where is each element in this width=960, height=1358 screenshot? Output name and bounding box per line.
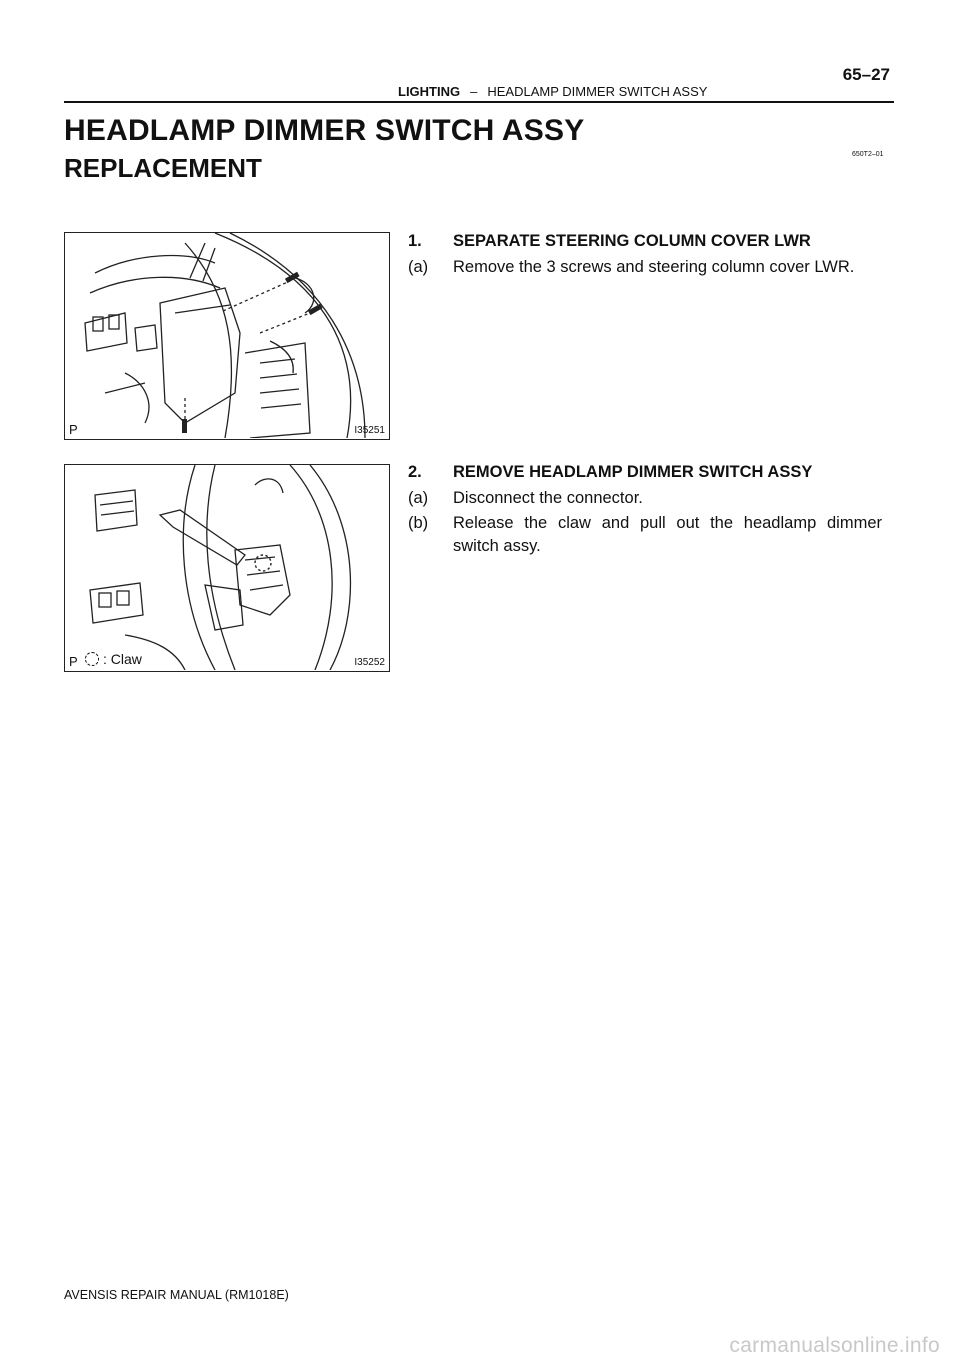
step-2-heading	[408, 463, 812, 482]
step-1a	[408, 256, 882, 279]
figure-legend	[85, 651, 142, 667]
header-section: LIGHTING	[398, 84, 461, 99]
substep-label: (a)	[408, 489, 429, 507]
substep-label: (a)	[408, 258, 429, 276]
manual-footer: AVENSIS REPAIR MANUAL (RM1018E)	[64, 1288, 289, 1302]
claw-icon	[85, 652, 99, 666]
figure-column-cover	[64, 232, 390, 440]
step-heading-text: SEPARATE STEERING COLUMN COVER LWR	[453, 232, 811, 250]
headlamp-dimmer-switch-illustration	[65, 465, 388, 670]
step-1-heading	[408, 232, 811, 251]
step-2a	[408, 487, 882, 510]
running-header	[398, 84, 707, 99]
figure-marker: P	[69, 654, 78, 669]
page-subtitle: REPLACEMENT	[64, 153, 262, 183]
figure-id: I35251	[354, 425, 385, 436]
page-title: HEADLAMP DIMMER SWITCH ASSY	[64, 114, 585, 147]
steering-column-cover-illustration	[65, 233, 388, 438]
substep-text: Release the claw and pull out the headlamp dimmer switch assy.	[453, 514, 882, 555]
step-heading-text: REMOVE HEADLAMP DIMMER SWITCH ASSY	[453, 463, 813, 481]
header-separator: –	[470, 84, 478, 99]
legend-text: : Claw	[103, 651, 142, 667]
substep-text: Disconnect the connector.	[453, 489, 643, 507]
header-topic: HEADLAMP DIMMER SWITCH ASSY	[487, 84, 708, 99]
step-number: 1.	[408, 232, 422, 250]
figure-dimmer-switch	[64, 464, 390, 672]
step-number: 2.	[408, 463, 422, 481]
substep-text: Remove the 3 screws and steering column cover LWR.	[453, 258, 855, 276]
figure-marker: P	[69, 422, 78, 437]
figure-id: I35252	[354, 657, 385, 668]
substep-label: (b)	[408, 514, 429, 532]
reference-code: 650T2–01	[852, 151, 884, 158]
page-number: 65–27	[842, 65, 890, 84]
watermark: carmanualsonline.info	[729, 1334, 940, 1357]
step-2b	[408, 512, 882, 558]
header-rule	[64, 101, 894, 103]
